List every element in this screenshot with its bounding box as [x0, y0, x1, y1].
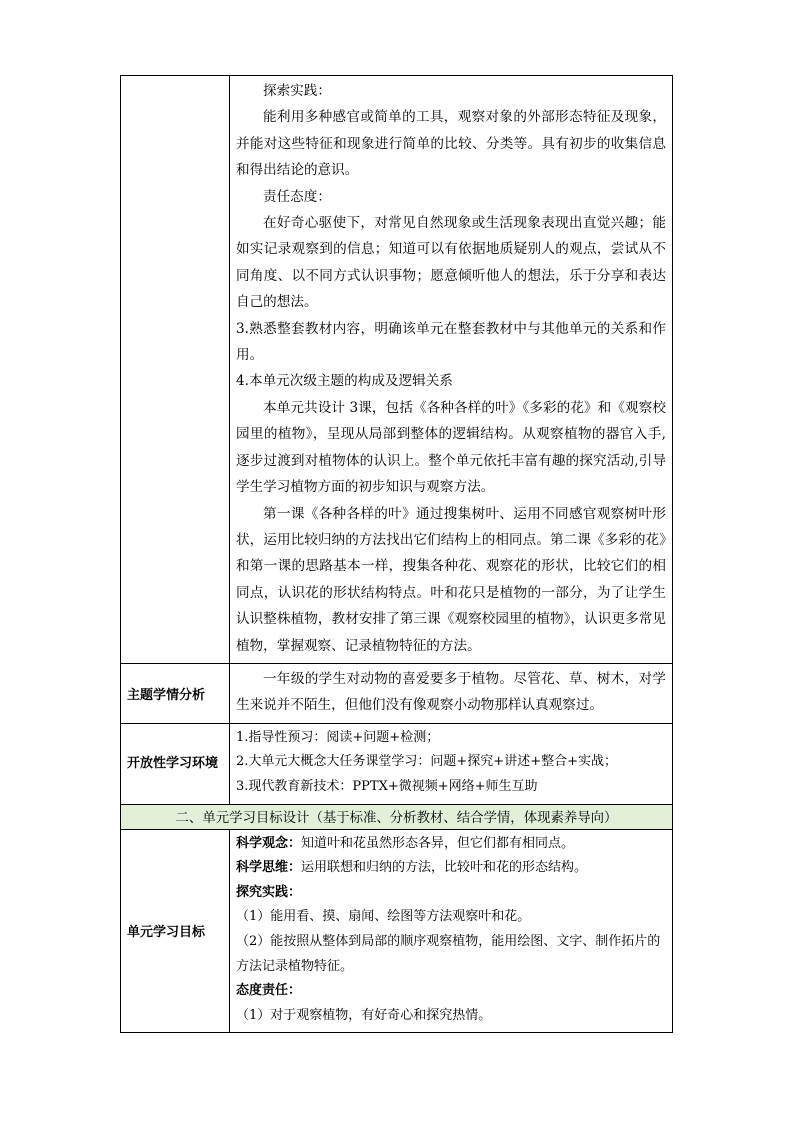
- goals-label: 单元学习目标: [121, 829, 230, 1033]
- paragraph-unit-design: 本单元共设计 3课，包括《各种各样的叶》《多彩的花》和《观察校园里的植物》，呈现从局部到整体的逻辑结构。从观察植物的器官入手,逐步过渡到对植物体的认识上。整个单元依托丰富有趣的探究活动,引导学生学习植物方面的初步知识与观察方法。: [236, 399, 666, 496]
- heading-responsibility: 责任态度：: [263, 188, 331, 205]
- section-header: 二、单元学习目标设计（基于标准、分析教材、结合学情，体现素养导向）: [121, 804, 673, 829]
- analysis-label: 主题学情分析: [121, 663, 230, 723]
- environment-content: [230, 723, 673, 804]
- analysis-content: [230, 663, 673, 723]
- goals-content: [230, 829, 673, 1033]
- goal-thinking-text: 运用联想和归纳的方法，比较叶和花的形态结构。: [301, 860, 588, 876]
- goal-thinking-label: 科学思维：: [236, 860, 302, 876]
- paragraph-lesson-details: 第一课《各种各样的叶》通过搜集树叶、运用不同感官观察树叶形状，运用比较归纳的方法找出它们结构上的相同点。第二课《多彩的花》和第一课的思路基本一样，搜集各种花、观察花的形状，比较它们的相同点，认识花的形状结构特点。叶和花只是植物的一部分，为了让学生认识整株植物，教材安排了第三课《观察校园里的植物》，认识更多常见植物，掌握观察、记录植物特征的方法。: [236, 505, 666, 654]
- goal-thinking: [236, 856, 666, 881]
- environment-row: [121, 723, 673, 804]
- goal-practice-label: 探究实践：: [236, 884, 302, 900]
- paragraph-responsibility: 在好奇心驱使下，对常见自然现象或生活现象表现出直觉兴趣；能如实记录观察到的信息；知道可以有依据地质疑别人的观点，尝试从不同角度、以不同方式认识事物；愿意倾听他人的想法，乐于分享和表达自己的想法。: [236, 215, 666, 311]
- goal-attitude-item: （1）对于观察植物，有好奇心和探究热情。: [236, 1007, 492, 1023]
- goal-concept-label: 科学观念：: [236, 835, 302, 851]
- paragraph-item-4: 4.本单元次级主题的构成及逻辑关系: [236, 373, 453, 390]
- goal-practice-item: （1）能用看、摸、扇闻、绘图等方法观察叶和花。: [236, 909, 531, 925]
- analysis-text: 一年级的学生对动物的喜爱要多于植物。尽管花、草、树木，对学生来说并不陌生，但他们没有像观察小动物那样认真观察过。: [236, 670, 666, 714]
- environment-item: 3.现代教育新技术：PPTX+微视频+网络+师生互助: [236, 778, 538, 794]
- goal-practice-item: （2）能按照从整体到局部的顺序观察植物，能用绘图、文字、制作拓片的方法记录植物特征。: [236, 933, 661, 974]
- goal-concept: [236, 832, 666, 857]
- paragraph-item-3: 3.熟悉整套教材内容，明确该单元在整套教材中与其他单元的关系和作用。: [236, 320, 666, 364]
- lesson-plan-table: [120, 75, 673, 1033]
- top-row: [121, 76, 673, 664]
- goal-attitude-label: 态度责任：: [236, 983, 302, 999]
- goals-row: [121, 829, 673, 1033]
- heading-explore-practice: 探索实践：: [263, 83, 331, 99]
- environment-item: 2.大单元大概念大任务课堂学习：问题+探究+讲述+整合+实战；: [236, 754, 617, 770]
- paragraph-explore-practice: 能利用多种感官或简单的工具，观察对象的外部形态特征及现象，并能对这些特征和现象进行简单的比较、分类等。具有初步的收集信息和得出结论的意识。: [236, 109, 666, 179]
- top-row-label-cell: [121, 76, 230, 664]
- analysis-row: [121, 663, 673, 723]
- environment-label: 开放性学习环境: [121, 723, 230, 804]
- environment-item: 1.指导性预习：阅读+问题+检测；: [236, 729, 440, 745]
- goal-concept-text: 知道叶和花虽然形态各异，但它们都有相同点。: [301, 835, 575, 851]
- top-row-content: [230, 76, 673, 664]
- section-header-row: [121, 804, 673, 829]
